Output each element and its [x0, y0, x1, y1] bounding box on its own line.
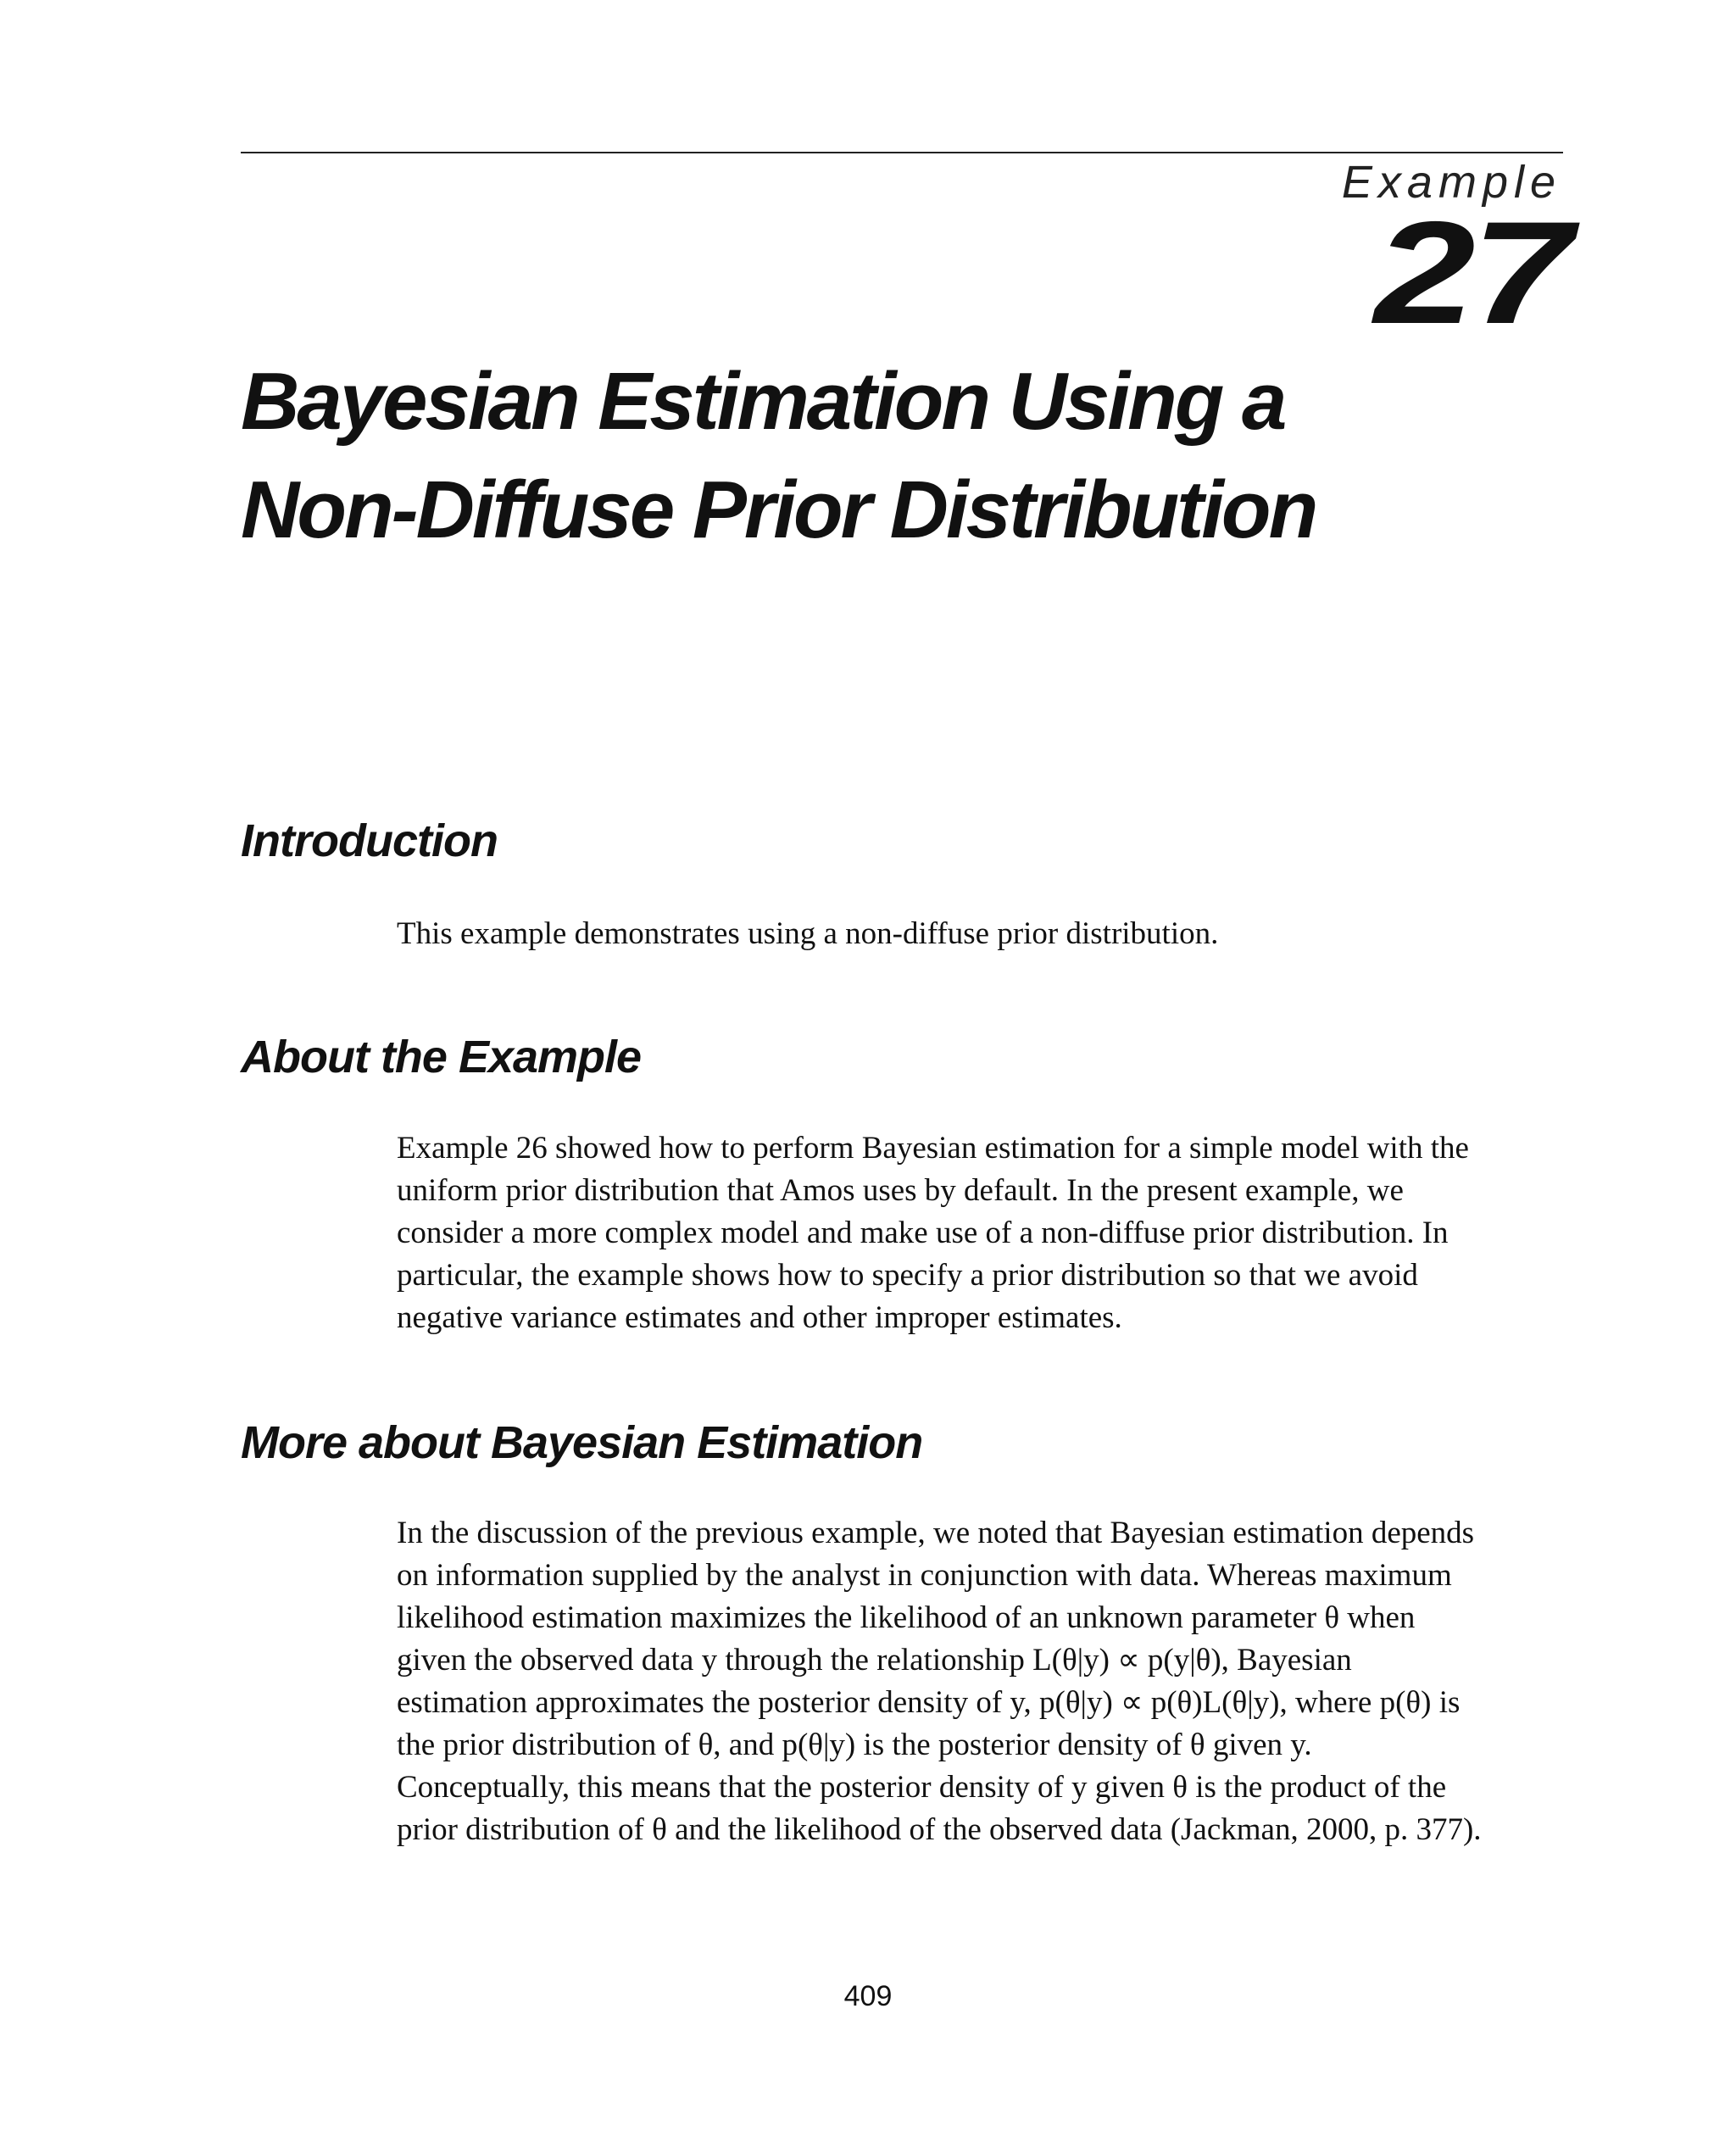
paragraph-line: the prior distribution of θ, and p(θ|y) is the posterior density of θ given y.: [397, 1728, 1312, 1762]
paragraph-line: estimation approximates the posterior density of y, p(θ|y) ∝ p(θ)L(θ|y), where p(θ) is: [397, 1685, 1461, 1720]
paragraph-line: prior distribution of θ and the likelihood of the observed data (Jackman, 2000, p. 377).: [397, 1812, 1482, 1847]
header-rule: [241, 152, 1563, 153]
paragraph-line: In the discussion of the previous example, we noted that Bayesian estimation depends: [397, 1516, 1475, 1550]
chapter-title-line-1: Bayesian Estimation Using a: [241, 356, 1285, 447]
paragraph-introduction: [397, 913, 1566, 955]
paragraph-line: given the observed data y through the relationship L(θ|y) ∝ p(y|θ), Bayesian: [397, 1643, 1352, 1678]
paragraph-line: likelihood estimation maximizes the likelihood of an unknown parameter θ when: [397, 1600, 1416, 1635]
page-number: 409: [843, 1980, 893, 2012]
paragraph-line: negative variance estimates and other improper estimates.: [397, 1300, 1122, 1335]
example-number: 27: [1373, 192, 1568, 354]
heading-about-the-example: About the Example: [241, 1032, 642, 1082]
paragraph-line: particular, the example shows how to specify a prior distribution so that we avoid: [397, 1258, 1418, 1293]
paragraph-line: consider a more complex model and make use of a non-diffuse prior distribution. In: [397, 1216, 1449, 1250]
paragraph-more-about-bayesian-estimation: [397, 1512, 1566, 1851]
heading-introduction: Introduction: [241, 815, 498, 866]
paragraph-about-the-example: [397, 1127, 1566, 1339]
heading-more-about-bayesian-estimation: More about Bayesian Estimation: [241, 1417, 923, 1468]
paragraph-line: This example demonstrates using a non-diffuse prior distribution.: [397, 916, 1219, 951]
example-label: Example: [1341, 157, 1561, 208]
chapter-title: [241, 348, 1427, 565]
chapter-title-line-2: Non-Diffuse Prior Distribution: [241, 465, 1316, 555]
paragraph-line: Conceptually, this means that the posterior density of y given θ is the product of the: [397, 1770, 1447, 1805]
paragraph-line: on information supplied by the analyst in conjunction with data. Whereas maximum: [397, 1558, 1452, 1593]
paragraph-line: uniform prior distribution that Amos uses by default. In the present example, we: [397, 1173, 1404, 1208]
paragraph-line: Example 26 showed how to perform Bayesian estimation for a simple model with the: [397, 1131, 1469, 1166]
